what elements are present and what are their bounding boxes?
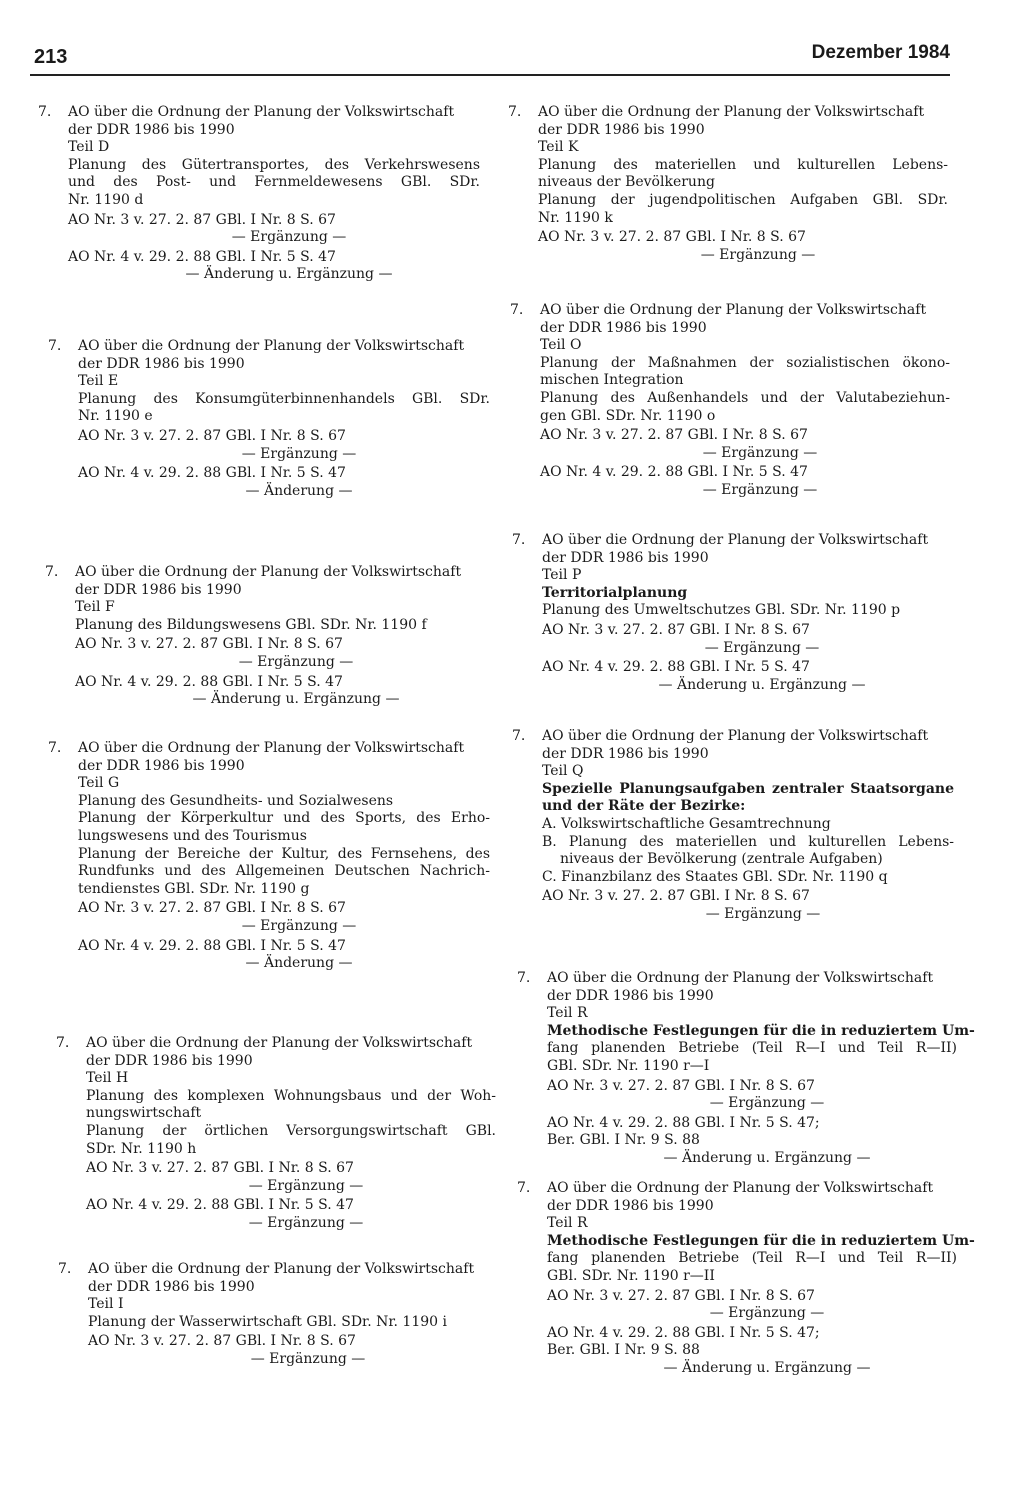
ao-note: — Ergänzung — [704,639,820,656]
ao-reference: AO Nr. 4 v. 29. 2. 88 GBl. I Nr. 5 S. 47 [75,673,343,690]
entry-teil-p [512,532,952,694]
entry-body: Planung der örtlichen Versorgungswirtschaft GBl. [86,1122,496,1139]
entry-title: AO über die Ordnung der Planung der Volkswirtschaft [547,1180,934,1196]
ao-note: — Änderung — [245,482,353,499]
ao-note: — Ergänzung — [231,229,347,246]
ao-reference: AO Nr. 4 v. 29. 2. 88 GBl. I Nr. 5 S. 47 [540,464,808,481]
entry-body: Rundfunks und des Allgemeinen Deutschen Nachrich- [78,863,490,880]
entry-number: 7. [517,970,531,986]
ao-note: — Änderung u. Ergänzung — [192,691,400,708]
entry-body: Methodische Festlegungen für die in reduziertem Um- [547,1022,975,1039]
entry-body: und des Post- und Fernmeldewesens GBl. SDr. [68,174,480,191]
entry-body: Planung der Körperkultur und des Sports, des Erho- [78,810,490,827]
entry-body: Planung der jugendpolitischen Aufgaben GBl. SDr. [538,191,948,208]
entry-teil-r-1 [517,970,975,1168]
entry-body: und der Räte der Bezirke: [542,798,746,815]
entry-teil: Teil G [78,775,120,792]
entry-teil-f [45,564,487,709]
entry-title: AO über die Ordnung der Planung der Volkswirtschaft [538,104,925,120]
entry-body: Methodische Festlegungen für die in reduziertem Um- [547,1232,975,1249]
entry-body: Planung des komplexen Wohnungsbaus und der Woh- [86,1087,496,1104]
ao-note: — Änderung u. Ergänzung — [663,1359,871,1376]
entry-body: Nr. 1190 e [78,408,153,425]
entry-body: niveaus der Bevölkerung [538,174,715,191]
entry-body: A. Volkswirtschaftliche Gesamtrechnung [542,815,831,832]
entry-body: Planung des Außenhandels und der Valutabeziehun- [540,389,950,406]
entry-number: 7. [45,564,59,580]
entry-teil-i [58,1261,498,1369]
ao-note: — Änderung u. Ergänzung — [658,676,866,693]
entry-years: der DDR 1986 bis 1990 [86,1052,253,1069]
entry-years: der DDR 1986 bis 1990 [68,121,235,138]
entry-body: Planung der Bereiche der Kultur, des Fernsehens, des [78,845,490,862]
ao-note: — Ergänzung — [250,1350,366,1367]
ao-reference: AO Nr. 3 v. 27. 2. 87 GBl. I Nr. 8 S. 67 [542,888,810,905]
entry-number: 7. [56,1035,70,1051]
ao-reference: AO Nr. 4 v. 29. 2. 88 GBl. I Nr. 5 S. 47 [542,659,810,676]
entry-title: AO über die Ordnung der Planung der Volkswirtschaft [540,302,927,318]
entry-teil-d [38,104,480,284]
entry-years: der DDR 1986 bis 1990 [78,355,245,372]
ao-note: — Ergänzung — [241,917,357,934]
entry-title: AO über die Ordnung der Planung der Volkswirtschaft [75,564,462,580]
ao-reference: AO Nr. 3 v. 27. 2. 87 GBl. I Nr. 8 S. 67 [538,229,806,246]
entry-number: 7. [58,1261,72,1277]
entry-teil-h [56,1035,496,1233]
entry-title: AO über die Ordnung der Planung der Volkswirtschaft [547,970,934,986]
entry-body: lungswesens und des Tourismus [78,827,307,844]
entry-years: der DDR 1986 bis 1990 [542,745,709,762]
entry-body: SDr. Nr. 1190 h [86,1140,197,1157]
entry-number: 7. [512,532,526,548]
entry-title: AO über die Ordnung der Planung der Volkswirtschaft [78,338,465,354]
entry-body: gen GBl. SDr. Nr. 1190 o [540,407,716,424]
entry-years: der DDR 1986 bis 1990 [540,319,707,336]
entry-years: der DDR 1986 bis 1990 [538,121,705,138]
entry-number: 7. [517,1180,531,1196]
entry-body: mischen Integration [540,372,684,389]
entry-years: der DDR 1986 bis 1990 [88,1278,255,1295]
entry-teil: Teil I [88,1296,124,1313]
ao-note: — Ergänzung — [702,444,818,461]
ao-reference: AO Nr. 4 v. 29. 2. 88 GBl. I Nr. 5 S. 47 [68,248,336,265]
ao-note: — Ergänzung — [709,1305,825,1322]
ao-note: — Änderung u. Ergänzung — [663,1149,871,1166]
entry-title: AO über die Ordnung der Planung der Volkswirtschaft [78,740,465,756]
page-number: 213 [34,46,68,68]
entry-title: AO über die Ordnung der Planung der Volkswirtschaft [542,728,929,744]
entry-years: der DDR 1986 bis 1990 [75,581,242,598]
ao-reference: AO Nr. 4 v. 29. 2. 88 GBl. I Nr. 5 S. 47 [78,465,346,482]
entry-title: AO über die Ordnung der Planung der Volkswirtschaft [88,1261,475,1277]
entry-body: fang planenden Betriebe (Teil R—I und Teil R—II) [547,1250,957,1267]
entry-number: 7. [48,740,62,756]
entry-teil-q [512,728,954,924]
ao-reference: AO Nr. 4 v. 29. 2. 88 GBl. I Nr. 5 S. 47 [78,937,346,954]
ao-reference: AO Nr. 3 v. 27. 2. 87 GBl. I Nr. 8 S. 67 [88,1333,356,1350]
ao-note: — Ergänzung — [700,246,816,263]
entry-teil: Teil R [547,1215,588,1232]
entry-number: 7. [512,728,526,744]
entry-body: Territorialplanung [542,584,688,601]
entry-body: Planung des Gütertransportes, des Verkehrswesens [68,156,480,173]
entry-number: 7. [508,104,522,120]
entry-years: der DDR 1986 bis 1990 [547,1197,714,1214]
ao-note: — Änderung u. Ergänzung — [185,266,393,283]
entry-body: Planung des Konsumgüterbinnenhandels GBl. SDr. [78,390,490,407]
entry-body: nungswirtschaft [86,1105,202,1122]
ao-reference: AO Nr. 4 v. 29. 2. 88 GBl. I Nr. 5 S. 47 [86,1197,354,1214]
entry-teil: Teil P [542,567,582,584]
ao-note: — Ergänzung — [705,905,821,922]
entry-teil: Teil H [86,1070,129,1087]
entry-body: C. Finanzbilanz des Staates GBl. SDr. Nr. 1190 q [542,868,888,885]
entry-teil: Teil Q [542,763,584,780]
entry-body: Nr. 1190 d [68,191,144,208]
ao-note: — Ergänzung — [238,653,354,670]
entry-body: tendienstes GBl. SDr. Nr. 1190 g [78,880,310,897]
ao-reference: AO Nr. 3 v. 27. 2. 87 GBl. I Nr. 8 S. 67 [540,427,808,444]
entry-body: fang planenden Betriebe (Teil R—I und Teil R—II) [547,1040,957,1057]
ao-reference: AO Nr. 4 v. 29. 2. 88 GBl. I Nr. 5 S. 47; [547,1114,820,1131]
ao-note: — Ergänzung — [248,1177,364,1194]
entry-body: Planung der Maßnahmen der sozialistischen ökono- [540,354,950,371]
entry-teil: Teil R [547,1005,588,1022]
entry-number: 7. [48,338,62,354]
entry-teil: Teil F [75,599,115,616]
entry-number: 7. [510,302,524,318]
ao-reference: Ber. GBl. I Nr. 9 S. 88 [547,1342,700,1359]
ao-reference: AO Nr. 3 v. 27. 2. 87 GBl. I Nr. 8 S. 67 [547,1287,815,1304]
entry-body: Nr. 1190 k [538,209,613,226]
entry-body: Planung der Wasserwirtschaft GBl. SDr. Nr. 1190 i [88,1313,447,1330]
header-title: Dezember 1984 [811,42,950,63]
entry-teil-e [48,338,490,500]
ao-note: — Ergänzung — [709,1095,825,1112]
entry-years: der DDR 1986 bis 1990 [542,549,709,566]
entry-years: der DDR 1986 bis 1990 [547,987,714,1004]
entry-body: niveaus der Bevölkerung (zentrale Aufgaben) [560,851,883,868]
entry-body: Planung des Umweltschutzes GBl. SDr. Nr. 1190 p [542,602,901,619]
ao-note: — Ergänzung — [248,1214,364,1231]
entry-body: GBl. SDr. Nr. 1190 r—II [547,1267,715,1284]
entry-teil: Teil E [78,373,119,390]
entry-body: Spezielle Planungsaufgaben zentraler Staatsorgane [542,780,954,797]
ao-reference: AO Nr. 3 v. 27. 2. 87 GBl. I Nr. 8 S. 67 [78,900,346,917]
ao-note: — Ergänzung — [241,445,357,462]
entry-years: der DDR 1986 bis 1990 [78,757,245,774]
entry-teil-r-2 [517,1180,975,1378]
ao-reference: AO Nr. 4 v. 29. 2. 88 GBl. I Nr. 5 S. 47; [547,1324,820,1341]
ao-reference: AO Nr. 3 v. 27. 2. 87 GBl. I Nr. 8 S. 67 [86,1160,354,1177]
entry-teil-g [48,740,490,973]
ao-reference: AO Nr. 3 v. 27. 2. 87 GBl. I Nr. 8 S. 67 [547,1077,815,1094]
ao-note: — Ergänzung — [702,481,818,498]
entry-title: AO über die Ordnung der Planung der Volkswirtschaft [86,1035,473,1051]
entry-number: 7. [38,104,52,120]
ao-reference: AO Nr. 3 v. 27. 2. 87 GBl. I Nr. 8 S. 67 [78,427,346,444]
entry-teil: Teil O [540,337,582,354]
entry-teil: Teil D [68,139,110,156]
entry-teil: Teil K [538,139,579,156]
entry-body: Planung des Gesundheits- und Sozialwesens [78,792,394,809]
ao-note: — Änderung — [245,955,353,972]
entry-title: AO über die Ordnung der Planung der Volkswirtschaft [68,104,455,120]
page-header [30,40,950,76]
entry-body: Planung des Bildungswesens GBl. SDr. Nr. 1190 f [75,616,427,633]
entry-teil-k [508,104,948,264]
entry-title: AO über die Ordnung der Planung der Volkswirtschaft [542,532,929,548]
entry-body: B. Planung des materiellen und kulturellen Lebens- [542,833,954,850]
entry-teil-o [510,302,950,500]
entry-body: GBl. SDr. Nr. 1190 r—I [547,1057,710,1074]
entry-body: Planung des materiellen und kulturellen Lebens- [538,156,948,173]
ao-reference: AO Nr. 3 v. 27. 2. 87 GBl. I Nr. 8 S. 67 [68,211,336,228]
ao-reference: AO Nr. 3 v. 27. 2. 87 GBl. I Nr. 8 S. 67 [542,621,810,638]
ao-reference: Ber. GBl. I Nr. 9 S. 88 [547,1132,700,1149]
ao-reference: AO Nr. 3 v. 27. 2. 87 GBl. I Nr. 8 S. 67 [75,636,343,653]
